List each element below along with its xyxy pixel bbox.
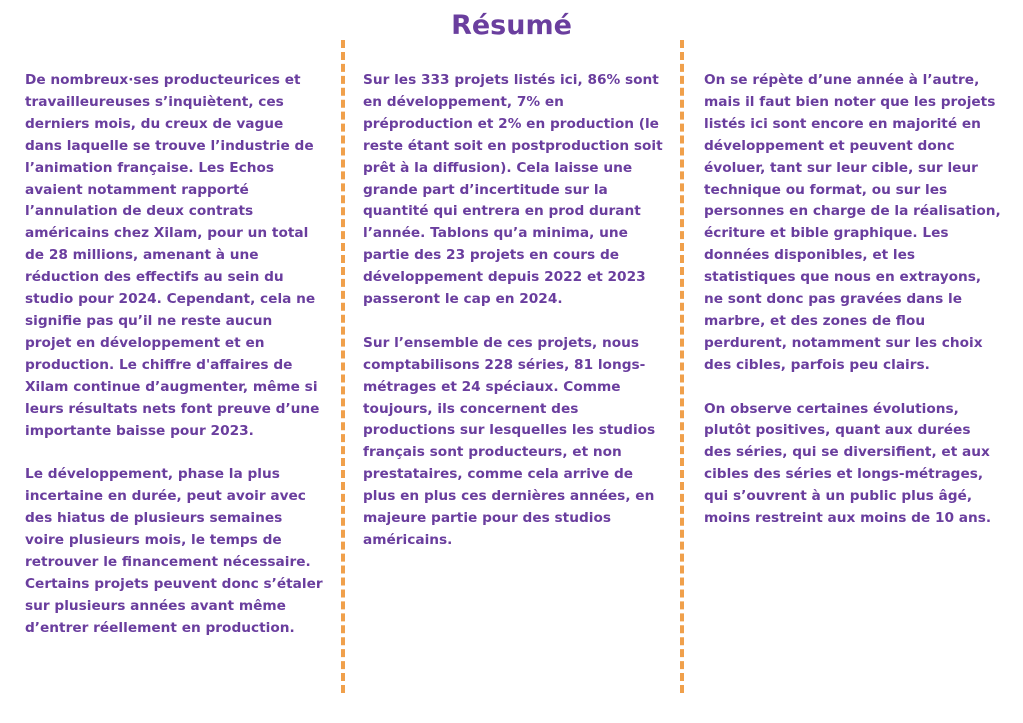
text-column-1	[25, 70, 323, 661]
paragraph: On se répète d’une année à l’autre, mais il faut bien noter que les projets listés ici sont encore en majorité en développement et peuvent donc évoluer, tant sur leur cible, sur leur technique ou format, ou sur les personnes en charge de la réalisation, écriture et bible graphique. Les données disponibles, et les statistiques que nous en extrayons, ne sont donc pas gravées dans le marbre, et des zones de flou perdurent, notamment sur les choix des cibles, parfois peu clairs.	[704, 72, 1001, 373]
column-divider	[341, 40, 345, 693]
text-column-2	[363, 70, 663, 574]
paragraph: Sur les 333 projets listés ici, 86% sont en développement, 7% en préproduction et 2% en production (le reste étant soit en postproduction soit prêt à la diffusion). Cela laisse une grande part d’incertitude sur la quantité qui entrera en prod durant l’année. Tablons qu’a minima, une partie des 23 projets en cours de développement depuis 2022 et 2023 passeront le cap en 2024.	[363, 72, 663, 308]
text-column-3	[704, 70, 1002, 552]
page-title: Résumé	[451, 10, 572, 41]
paragraph: Le développement, phase la plus incertaine en durée, peut avoir avec des hiatus de plusieurs semaines voire plusieurs mois, le temps de retrouver le financement nécessaire. Certains projets peuvent donc s’étaler sur plusieurs années avant même d’entrer réellement en production.	[25, 466, 323, 636]
column-divider	[680, 40, 684, 693]
paragraph: On observe certaines évolutions, plutôt positives, quant aux durées des séries, qui se diversifient, et aux cibles des séries et longs-métrages, qui s’ouvrent à un public plus âgé, moins restreint aux moins de 10 ans.	[704, 400, 992, 527]
paragraph: Sur l’ensemble de ces projets, nous comptabilisons 228 séries, 81 longs-métrages et 24 spéciaux. Comme toujours, ils concernent des productions sur lesquelles les studios français sont producteurs, et non prestataires, comme cela arrive de plus en plus ces dernières années, en majeure partie pour des studios américains.	[363, 334, 656, 549]
paragraph: De nombreux·ses producteurices et travailleureuses s’inquiètent, ces derniers mois, du creux de vague dans laquelle se trouve l’industrie de l’animation française. Les Echos avaient notamment rapporté l’annulation de deux contrats américains chez Xilam, pour un total de 28 millions, amenant à une réduction des effectifs au sein du studio pour 2024. Cependant, cela ne signifie pas qu’il ne reste aucun projet en développement et en production. Le chiffre d'affaires de Xilam continue d’augmenter, même si leurs résultats nets font preuve d’une importante baisse pour 2023.	[25, 72, 320, 439]
